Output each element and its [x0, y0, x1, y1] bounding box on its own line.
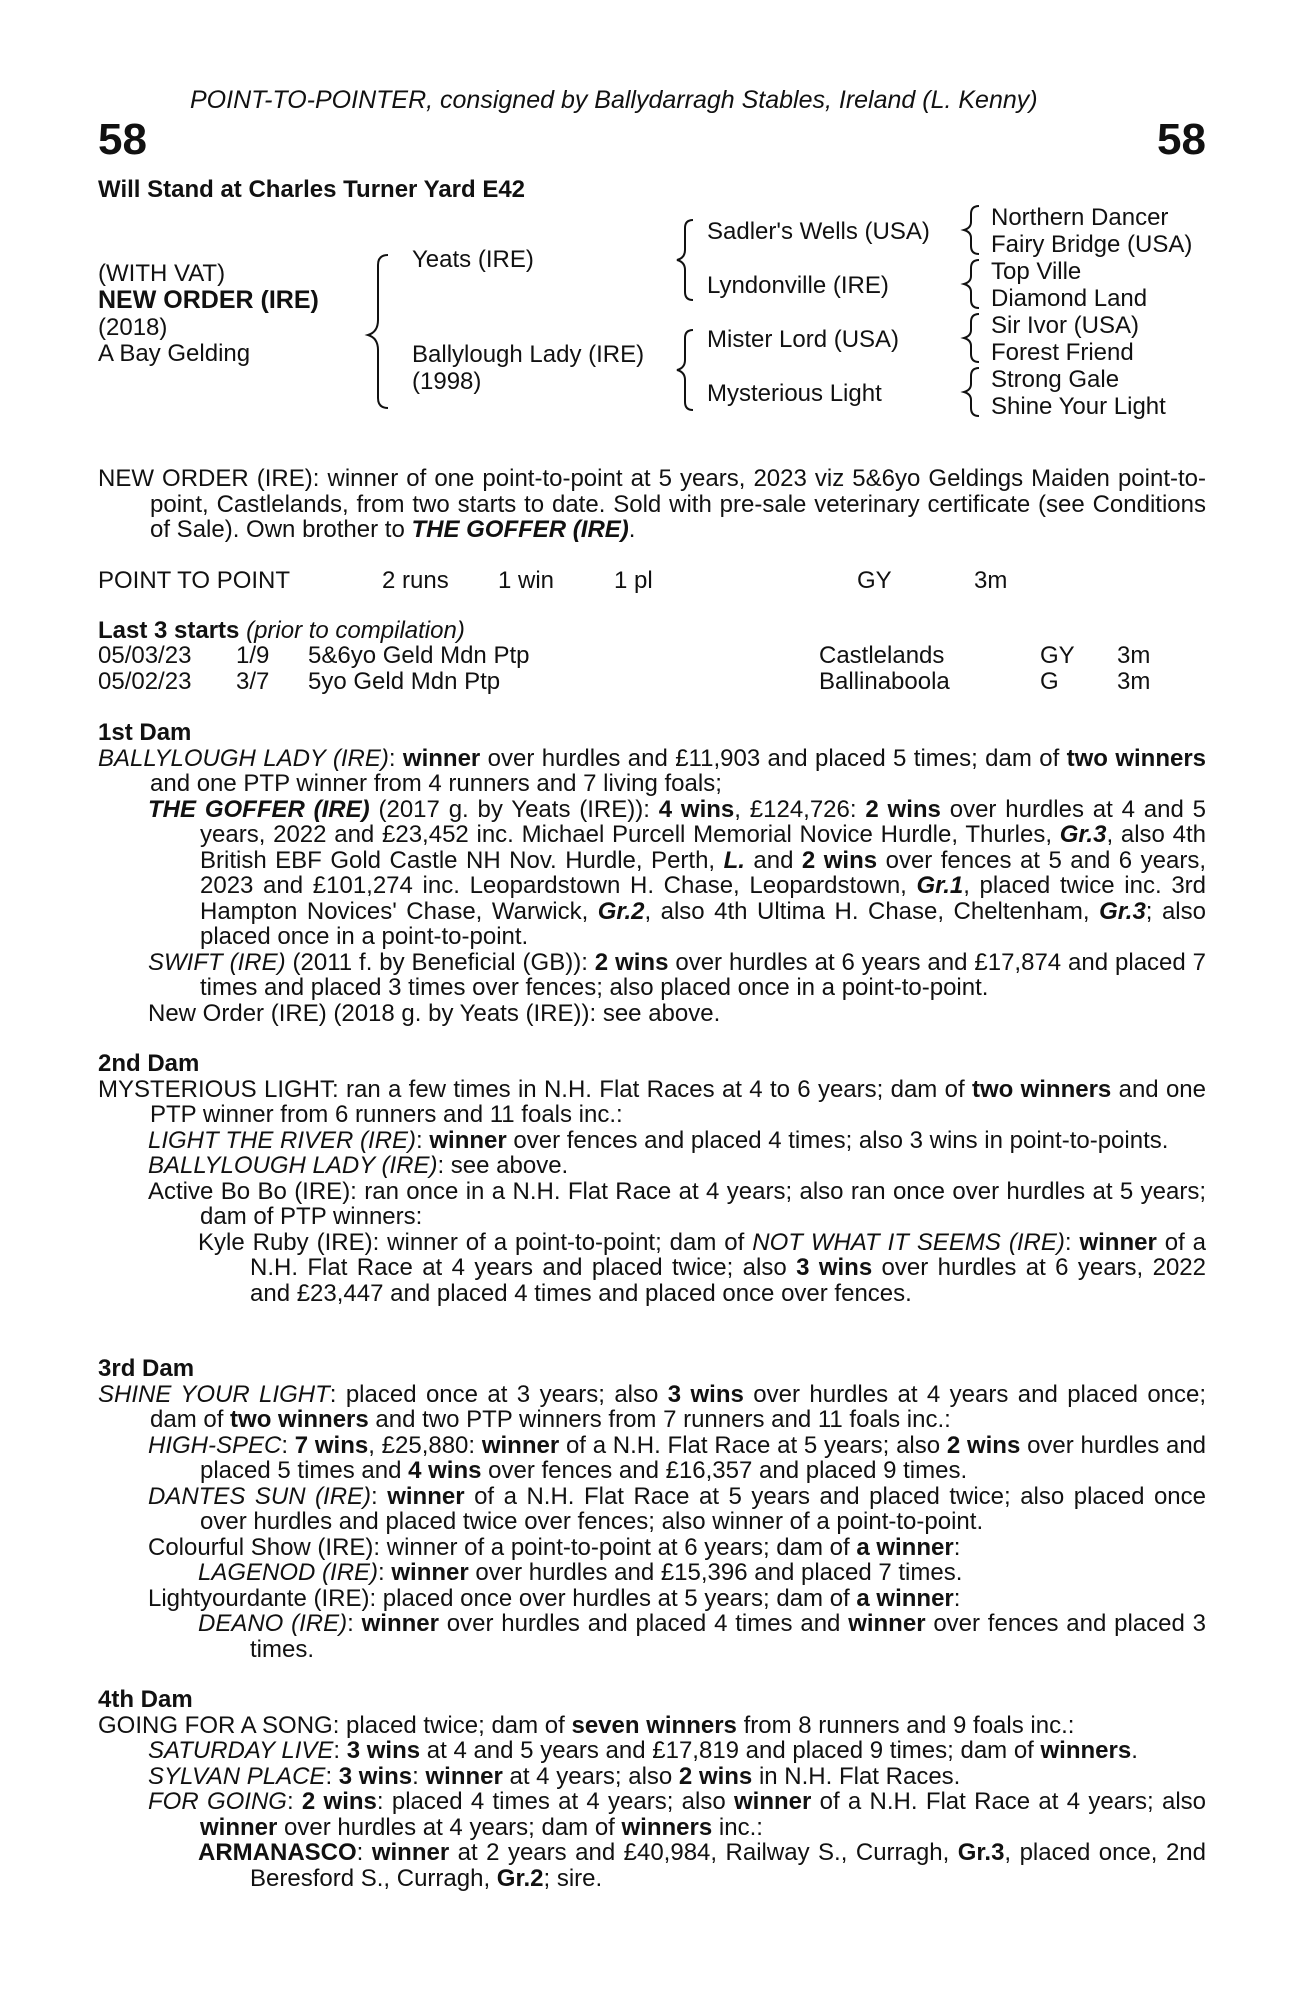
ancestor-6: Forest Friend [991, 339, 1134, 366]
stand-location: Will Stand at Charles Turner Yard E42 [98, 176, 526, 203]
brace-g3 [964, 314, 979, 362]
second-dam-heading: 2nd Dam [98, 1050, 200, 1077]
start-going: G [1040, 668, 1059, 695]
record-going: GY [857, 567, 892, 594]
start-distance: 3m [1117, 668, 1151, 695]
third-dam-section: 3rd Dam SHINE YOUR LIGHT: placed once at 3 years; also 3 wins over hurdles at 4 years and placed once; dam of two winners and two PTP winners from 7 runners and 11 foals inc.: HIGH-SPEC: 7 wins, £25,880: winner of a N.H. Flat Race at 5 years; also 2 wins over hurdles and placed 5 times and 4 wins over fences and £16,357 and placed 9 times. DANTES SUN (IRE): winner of a N.H. Flat Race at 5 years and placed twice; also placed once over hurdles and placed twice over fences; also winner of a point-to-point. Colourful Show (IRE): winner of a point-to-point at 6 years; dam of a winner: LAGENOD (IRE): winner over hurdles and £15,396 and placed 7 times. Lightyourdante (IRE): placed once over hurdles at 5 years; dam of a winner: DEANO (IRE): winner over hurdles and placed 4 times and winner over fences and placed 3 times. [98, 1355, 1207, 1663]
dam-name: Ballylough Lady (IRE) [412, 341, 645, 368]
ancestor-7: Strong Gale [991, 366, 1120, 393]
consignor-line: POINT-TO-POINTER, consigned by Ballydarragh Stables, Ireland (L. Kenny) [190, 86, 1038, 114]
start-position: 1/9 [236, 642, 270, 669]
brace-g4 [964, 368, 979, 416]
record-distance: 3m [974, 567, 1008, 594]
dam-sire: Mister Lord (USA) [707, 326, 900, 353]
start-course: Ballinaboola [819, 668, 950, 695]
dam-dam: Mysterious Light [707, 380, 882, 407]
start-going: GY [1040, 642, 1075, 669]
third-dam-heading: 3rd Dam [98, 1355, 195, 1382]
start-race: 5&6yo Geld Mdn Ptp [308, 642, 530, 669]
lot-number-left: 58 [98, 115, 147, 164]
sire-name: Yeats (IRE) [412, 246, 534, 273]
last-starts-heading: Last 3 starts (prior to compilation) [98, 617, 465, 644]
start-position: 3/7 [236, 668, 270, 695]
first-dam-section: 1st Dam BALLYLOUGH LADY (IRE): winner over hurdles and £11,903 and placed 5 times; dam of two winners and one PTP winner from 4 runners and 7 living foals; THE GOFFER (IRE) (2017 g. by Yeats (IRE)): 4 wins, £124,726: 2 wins over hurdles at 4 and 5 years, 2022 and £23,452 inc. Michael Purcell Memorial Novice Hurdle, Thurles, Gr.3, also 4th British EBF Gold Castle NH Nov. Hurdle, Perth, L. and 2 wins over fences at 5 and 6 years, 2023 and £101,274 inc. Leopardstown H. Chase, Leopardstown, Gr.1, placed twice inc. 3rd Hampton Novices' Chase, Warwick, Gr.2, also 4th Ultima H. Chase, Cheltenham, Gr.3; also placed once in a point-to-point. SWIFT (IRE) (2011 f. by Beneficial (GB)): 2 wins over hurdles at 6 years and £17,874 and placed 7 times and placed 3 times over fences; also placed once in a point-to-point. New Order (IRE) (2018 g. by Yeats (IRE)): see above. [98, 719, 1207, 1027]
horse-description: A Bay Gelding [98, 340, 251, 367]
vat-note: (WITH VAT) [98, 260, 226, 287]
brother-name: THE GOFFER (IRE) [411, 516, 629, 543]
record-wins: 1 win [498, 567, 555, 594]
horse-year: (2018) [98, 314, 168, 341]
start-race: 5yo Geld Mdn Ptp [308, 668, 501, 695]
horse-name: NEW ORDER (IRE) [98, 286, 319, 314]
ancestor-8: Shine Your Light [991, 393, 1166, 420]
fourth-dam-heading: 4th Dam [98, 1686, 193, 1713]
first-dam-heading: 1st Dam [98, 719, 192, 746]
fourth-dam-section: 4th Dam GOING FOR A SONG: placed twice; dam of seven winners from 8 runners and 9 foals inc.: SATURDAY LIVE: 3 wins at 4 and 5 years and £17,819 and placed 9 times; dam of winners. SYLVAN PLACE: 3 wins: winner at 4 years; also 2 wins in N.H. Flat Races. FOR GOING: 2 wins: placed 4 times at 4 years; also winner of a N.H. Flat Race at 4 years; also winner over hurdles at 4 years; dam of winners inc.: ARMANASCO: winner at 2 years and £40,984, Railway S., Curragh, Gr.3, placed once, 2nd Beresford S., Curragh, Gr.2; sire. [98, 1686, 1207, 1892]
record-label: POINT TO POINT [98, 567, 291, 594]
horse-summary: NEW ORDER (IRE): winner of one point-to-point at 5 years, 2023 viz 5&6yo Geldings Maiden point-to-point, Castlelands, from two starts to date. Sold with pre-sale veterinary certificate (see Conditions of Sale). Own brother to THE GOFFER (IRE). [98, 465, 1206, 543]
record-runs: 2 runs [382, 567, 449, 594]
start-date: 05/02/23 [98, 668, 192, 695]
dam-year: (1998) [412, 368, 482, 395]
lot-number-right: 58 [1157, 115, 1206, 164]
sire-dam: Lyndonville (IRE) [707, 272, 889, 299]
brace-sire [677, 220, 693, 300]
ancestor-2: Fairy Bridge (USA) [991, 231, 1193, 258]
brace-g1 [964, 206, 979, 254]
brace-g2 [964, 260, 979, 308]
ancestor-3: Top Ville [991, 258, 1082, 285]
second-dam-section: 2nd Dam MYSTERIOUS LIGHT: ran a few times in N.H. Flat Races at 4 to 6 years; dam of two winners and one PTP winner from 6 runners and 11 foals inc.: LIGHT THE RIVER (IRE): winner over fences and placed 4 times; also 3 wins in point-to-points. BALLYLOUGH LADY (IRE): see above. Active Bo Bo (IRE): ran once in a N.H. Flat Race at 4 years; also ran once over hurdles at 5 years; dam of PTP winners: Kyle Ruby (IRE): winner of a point-to-point; dam of NOT WHAT IT SEEMS (IRE): winner of a N.H. Flat Race at 4 years and placed twice; also 3 wins over hurdles at 6 years, 2022 and £23,447 and placed 4 times and placed once over fences. [98, 1050, 1207, 1307]
ancestor-5: Sir Ivor (USA) [991, 312, 1140, 339]
start-date: 05/03/23 [98, 642, 192, 669]
start-course: Castlelands [819, 642, 945, 669]
ancestor-1: Northern Dancer [991, 204, 1169, 231]
sire-sire: Sadler's Wells (USA) [707, 218, 930, 245]
start-distance: 3m [1117, 642, 1151, 669]
record-placed: 1 pl [614, 567, 653, 594]
brace-dam [677, 330, 693, 410]
brace-gen1 [368, 255, 388, 408]
ancestor-4: Diamond Land [991, 285, 1148, 312]
